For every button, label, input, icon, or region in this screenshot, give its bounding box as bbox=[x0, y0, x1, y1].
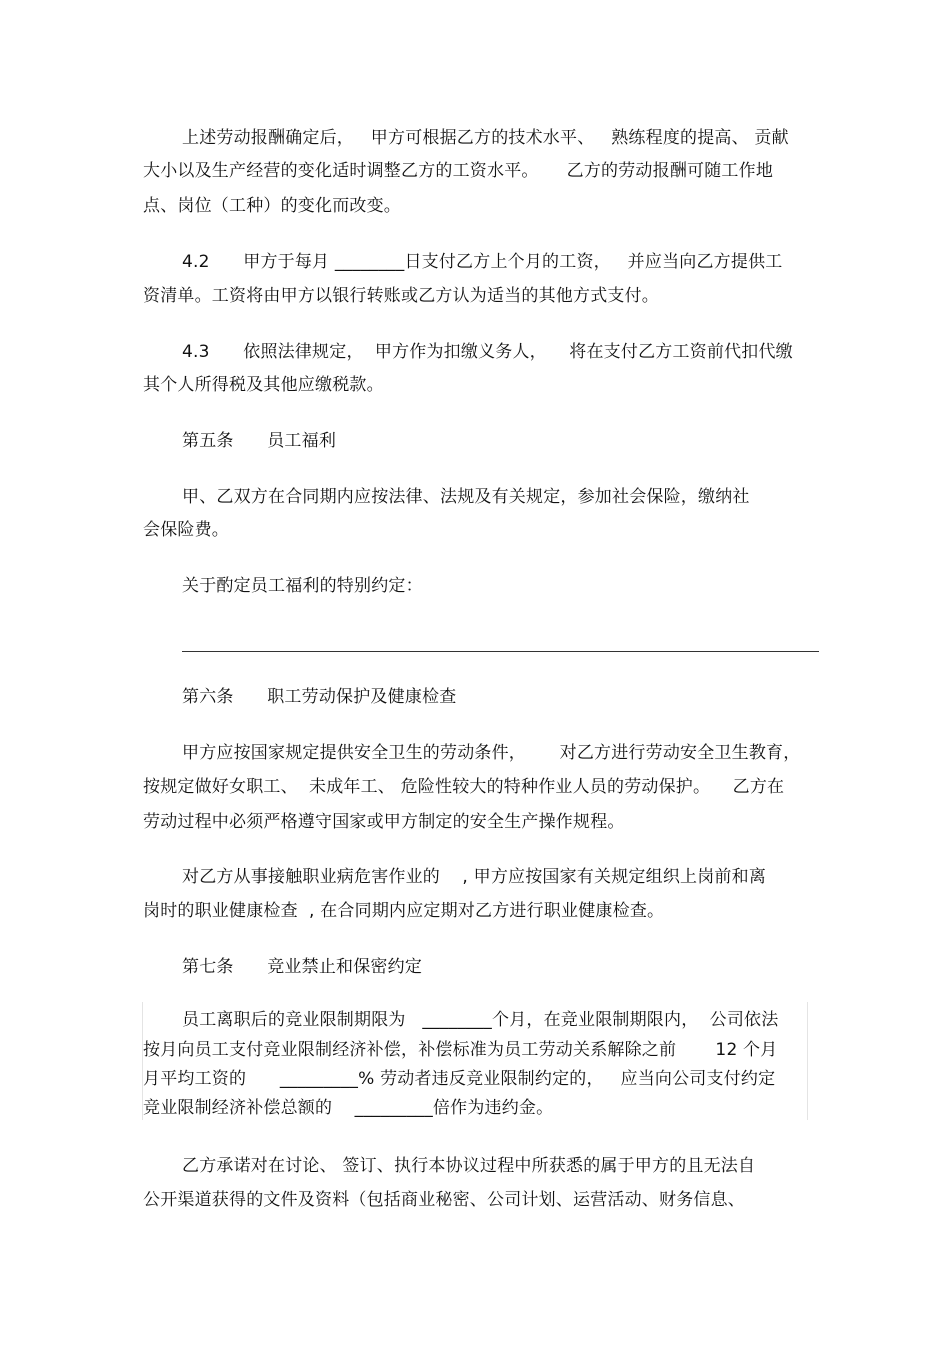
paragraph-line: 甲、乙双方在合同期内应按法律、法规及有关规定，参加社会保险，缴纳社 bbox=[182, 487, 750, 507]
paragraph-line: 会保险费。 bbox=[143, 520, 229, 540]
clause-4-2-line: 4.2 甲方于每月 ________日支付乙方上个月的工资， 并应当向乙方提供工 bbox=[182, 252, 783, 272]
paragraph-line: 上述劳动报酬确定后， 甲方可根据乙方的技术水平、 熟练程度的提高、 贡献 bbox=[182, 128, 789, 148]
clause-4-3-line: 4.3 依照法律规定， 甲方作为扣缴义务人， 将在支付乙方工资前代扣代缴 bbox=[182, 342, 793, 362]
paragraph-line: 公开渠道获得的文件及资料（包括商业秘密、公司计划、运营活动、财务信息、 bbox=[143, 1190, 745, 1210]
paragraph-line: 对乙方从事接触职业病危害作业的 , 甲方应按国家有关规定组织上岗前和离 bbox=[182, 867, 767, 887]
paragraph-line: 关于酌定员工福利的特别约定： bbox=[182, 576, 423, 596]
paragraph-line: 按规定做好女职工、 未成年工、 危险性较大的特种作业人员的劳动保护。 乙方在 bbox=[143, 777, 785, 797]
paragraph-line: 甲方应按国家规定提供安全卫生的劳动条件， 对乙方进行劳动安全卫生教育， bbox=[182, 743, 801, 763]
section-heading: 第七条 竞业禁止和保密约定 bbox=[182, 957, 423, 977]
paragraph-line: 按月向员工支付竞业限制经济补偿，补偿标准为员工劳动关系解除之前 12 个月 bbox=[143, 1040, 778, 1060]
paragraph-line: 岗时的职业健康检查 , 在合同期内应定期对乙方进行职业健康检查。 bbox=[143, 901, 665, 921]
paragraph-line: 劳动过程中必须严格遵守国家或甲方制定的安全生产操作规程。 bbox=[143, 812, 625, 832]
section-heading: 第五条 员工福利 bbox=[182, 431, 337, 451]
paragraph-line: 其个人所得税及其他应缴税款。 bbox=[143, 375, 384, 395]
paragraph-line: 月平均工资的 _________% 劳动者违反竞业限制约定的， 应当向公司支付约定 bbox=[143, 1069, 776, 1089]
paragraph-line: 乙方承诺对在讨论、 签订、执行本协议过程中所获悉的属于甲方的且无法自 bbox=[182, 1156, 756, 1176]
paragraph-line: 员工离职后的竞业限制期限为 ________个月，在竞业限制期限内， 公司依法 bbox=[182, 1010, 779, 1030]
section-heading: 第六条 职工劳动保护及健康检查 bbox=[182, 687, 457, 707]
paragraph-line: 资清单。工资将由甲方以银行转账或乙方认为适当的其他方式支付。 bbox=[143, 286, 659, 306]
paragraph-line: 大小以及生产经营的变化适时调整乙方的工资水平。 乙方的劳动报酬可随工作地 bbox=[143, 161, 774, 181]
paragraph-line: 竞业限制经济补偿总额的 _________倍作为违约金。 bbox=[143, 1098, 554, 1118]
fill-in-blank-line bbox=[182, 651, 819, 652]
paragraph-line: 点、岗位（工种）的变化而改变。 bbox=[143, 196, 401, 216]
